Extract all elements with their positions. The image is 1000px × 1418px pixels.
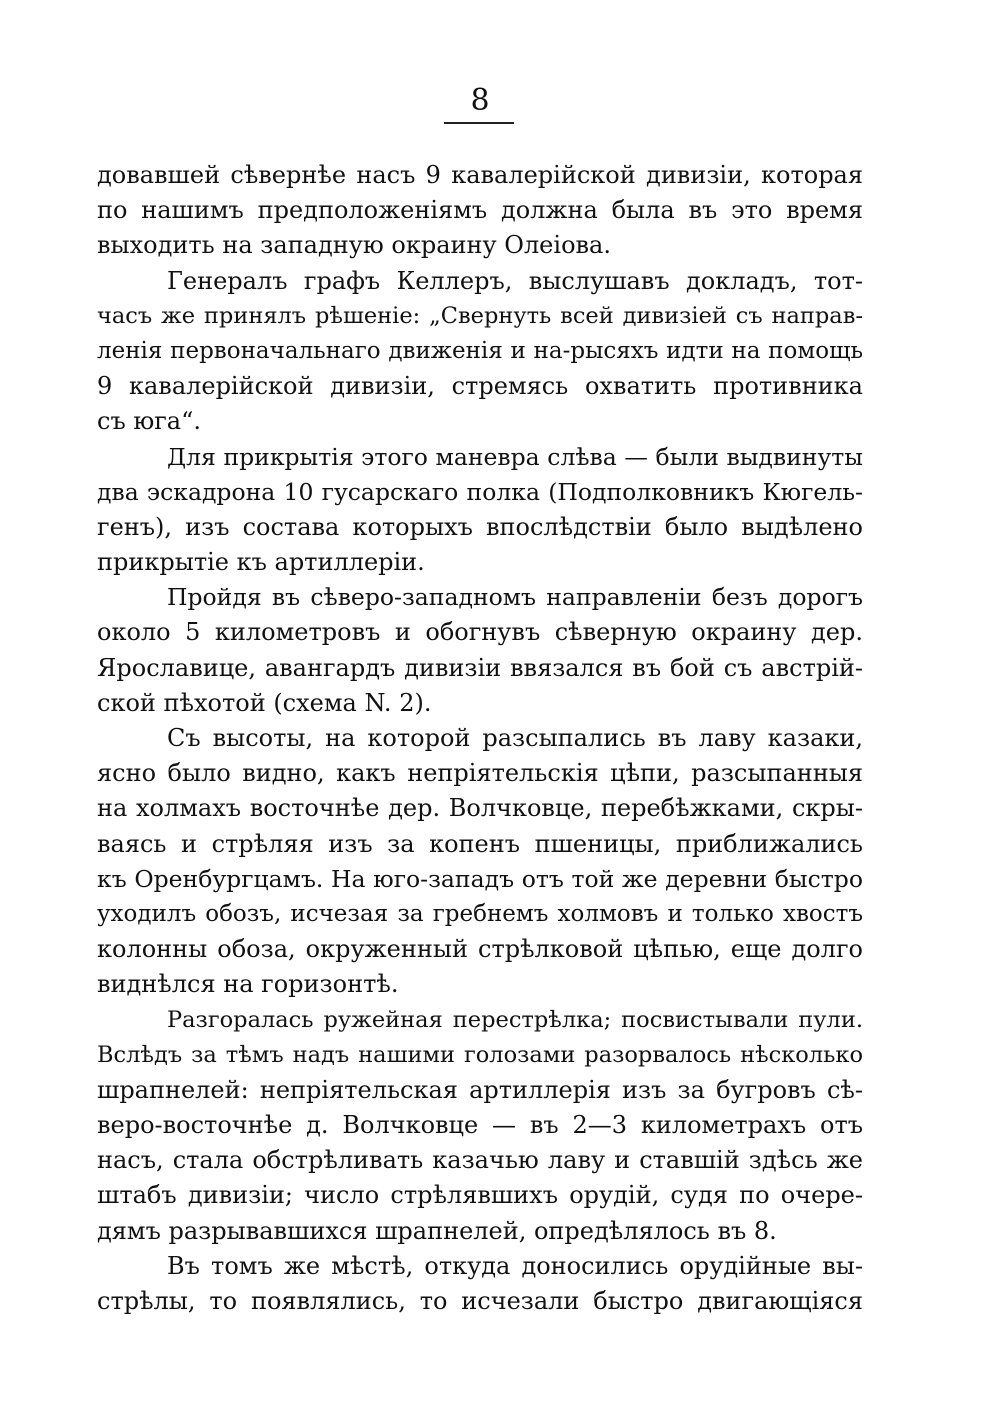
text-line: колонны обоза, окруженный стрѣлковой цѣпью, еще долго [97,935,863,964]
text-line: ваясь и стрѣляя изъ за копенъ пшеницы, приближались [97,829,863,858]
text-line: Разгоралась ружейная перестрѣлка; посвистывали пули. [167,1006,863,1033]
text-line: шрапнелей: непріятельская артиллерія изъ за бугровъ сѣ- [97,1075,863,1104]
text-line: насъ, стала обстрѣливать казачью лаву и ставшій здѣсь же [97,1146,863,1175]
page-number: 8 [470,83,490,118]
text-line: Пройдя въ сѣверо-западномъ направленіи безъ дорогъ [167,583,863,612]
text-line: стрѣлы, то появлялись, то исчезали быстро двигающіяся [97,1287,863,1315]
text-line: веро-восточнѣе д. Волчковце — въ 2—3 километрахъ отъ [97,1111,863,1140]
text-line: 9 кавалерійской дивизіи, стремясь охватить противника [97,372,863,401]
text-line: виднѣлся на горизонтѣ. [97,970,399,999]
text-line: прикрытіе къ артиллеріи. [97,548,425,577]
text-line: уходилъ обозъ, исчезая за гребнемъ холмовъ и только хвостъ [97,900,863,927]
text-line: штабъ дивизіи; число стрѣлявшихъ орудій, судя по очере- [97,1181,863,1210]
text-line: Въ томъ же мѣстѣ, откуда доносились орудійные вы- [167,1251,863,1280]
text-line: дямъ разрывавшихся шрапнелей, опредѣлялось въ 8. [97,1216,777,1245]
text-line: около 5 километровъ и обогнувъ сѣверную окраину дер. [97,618,863,647]
text-line: по нашимъ предположеніямъ должна была въ это время [97,196,863,225]
text-line: ясно было видно, какъ непріятельскія цѣпи, разсыпанныя [97,759,863,788]
text-line: къ Оренбургцамъ. На юго-западъ отъ той же деревни быстро [97,864,863,893]
text-line: генъ), изъ состава которыхъ впослѣдствіи было выдѣлено [97,512,863,541]
text-line: Для прикрытія этого маневра слѣва — были выдвинуты [167,442,863,471]
text-line: Вслѣдъ за тѣмъ надъ нашими голозами разорвалось нѣсколько [97,1041,863,1068]
text-line: выходить на западную окраину Олеіова. [97,231,611,260]
text-line: два эскадрона 10 гусарскаго полка (Подполковникъ Кюгель- [97,477,863,506]
text-line: довавшей сѣвернѣе насъ 9 кавалерійской дивизіи, которая [97,161,863,189]
text-line: ской пѣхотой (схема N. 2). [97,688,432,717]
page-number-rule [444,122,514,124]
text-line: на холмахъ восточнѣе дер. Волчковце, перебѣжками, скры- [97,794,863,823]
text-line: часъ же принялъ рѣшеніе: „Свернуть всей дивизіей съ направ- [97,302,863,329]
text-line: Генералъ графъ Келлеръ, выслушавъ докладъ, тот- [167,266,863,295]
text-line: Съ высоты, на которой разсыпались въ лаву казаки, [167,724,863,752]
text-line: Ярославице, авангардъ дивизіи ввязался въ бой съ австрій- [97,653,863,682]
text-line: съ юга“. [97,407,202,436]
body-text [97,158,863,1319]
text-line: ленія первоначальнаго движенія и на-рысяхъ идти на помощь [97,337,863,364]
